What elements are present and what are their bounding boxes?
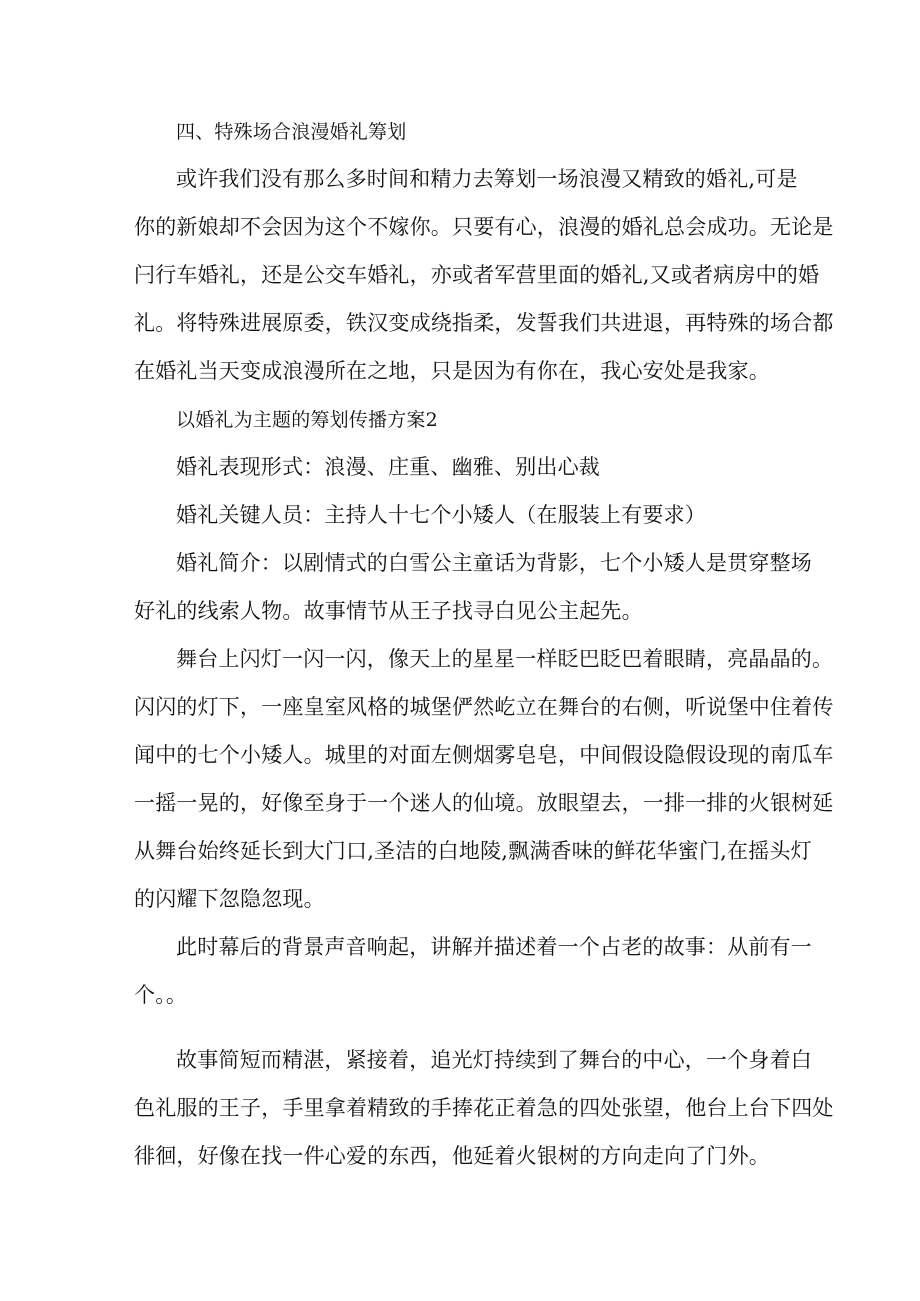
paragraph-line: 的闪耀下忽隐忽现。 bbox=[134, 887, 325, 911]
paragraph-line: 你的新娘却不会因为这个不嫁你。只要有心，浪漫的婚礼总会成功。无论是 bbox=[134, 215, 834, 239]
paragraph-line: 闩行车婚礼，还是公交车婚礼，亦或者军营里面的婚礼,又或者病房中的婚 bbox=[134, 263, 820, 287]
section-heading: 四、特殊场合浪漫婚礼筹划 bbox=[176, 121, 407, 143]
paragraph-line: 徘徊，好像在找一件心爱的东西，他延着火银树的方向走向了门外。 bbox=[134, 1144, 770, 1168]
paragraph-line: 色礼服的王子，手里拿着精致的手捧花正着急的四处张望，他台上台下四处 bbox=[134, 1096, 834, 1120]
paragraph-line: 一摇一晃的，好像至身于一个迷人的仙境。放眼望去，一排一排的火银树延 bbox=[134, 791, 834, 815]
paragraph-line: 从舞台始终延长到大门口,圣洁的白地陵,飘满香味的鲜花华蜜门,在摇头灯 bbox=[134, 839, 812, 863]
paragraph-line: 个。。 bbox=[134, 983, 188, 1007]
paragraph-line: 在婚礼当天变成浪漫所在之地，只是因为有你在，我心安处是我家。 bbox=[134, 359, 770, 383]
paragraph-line: 闻中的七个小矮人。城里的对面左侧烟雾皂皂，中间假设隐假设现的南瓜车 bbox=[134, 743, 834, 767]
paragraph-line: 礼。将特殊进展原委，铁汉变成绕指柔，发誓我们共进退，再特殊的场合都 bbox=[134, 311, 834, 335]
section-title: 以婚礼为主题的筹划传播方案2 bbox=[176, 409, 438, 431]
paragraph-line: 舞台上闪灯一闪一闪，像天上的星星一样眨巴眨巴着眼睛，亮晶晶的。 bbox=[176, 647, 834, 671]
paragraph-line: 此时幕后的背景声音响起，讲解并描述着一个占老的故事：从前有一 bbox=[176, 935, 812, 959]
paragraph-line: 故事简短而精湛，紧接着，追光灯持续到了舞台的中心，一个身着白 bbox=[176, 1048, 812, 1072]
paragraph-line: 婚礼表现形式：浪漫、庄重、幽雅、别出心裁 bbox=[176, 455, 600, 479]
paragraph-line: 好礼的线索人物。故事情节从王子找寻白见公主起先。 bbox=[134, 599, 643, 623]
paragraph-line: 婚礼关键人员：主持人十七个小矮人（在服装上有要求） bbox=[176, 503, 706, 527]
paragraph-line: 或许我们没有那么多时间和精力去筹划一场浪漫又精致的婚礼,可是 bbox=[176, 167, 798, 191]
paragraph-line: 婚礼简介：以剧情式的白雪公主童话为背影，七个小矮人是贯穿整场 bbox=[176, 551, 812, 575]
paragraph-line: 闪闪的灯下，一座皇室风格的城堡俨然屹立在舞台的右侧，听说堡中住着传 bbox=[134, 695, 834, 719]
